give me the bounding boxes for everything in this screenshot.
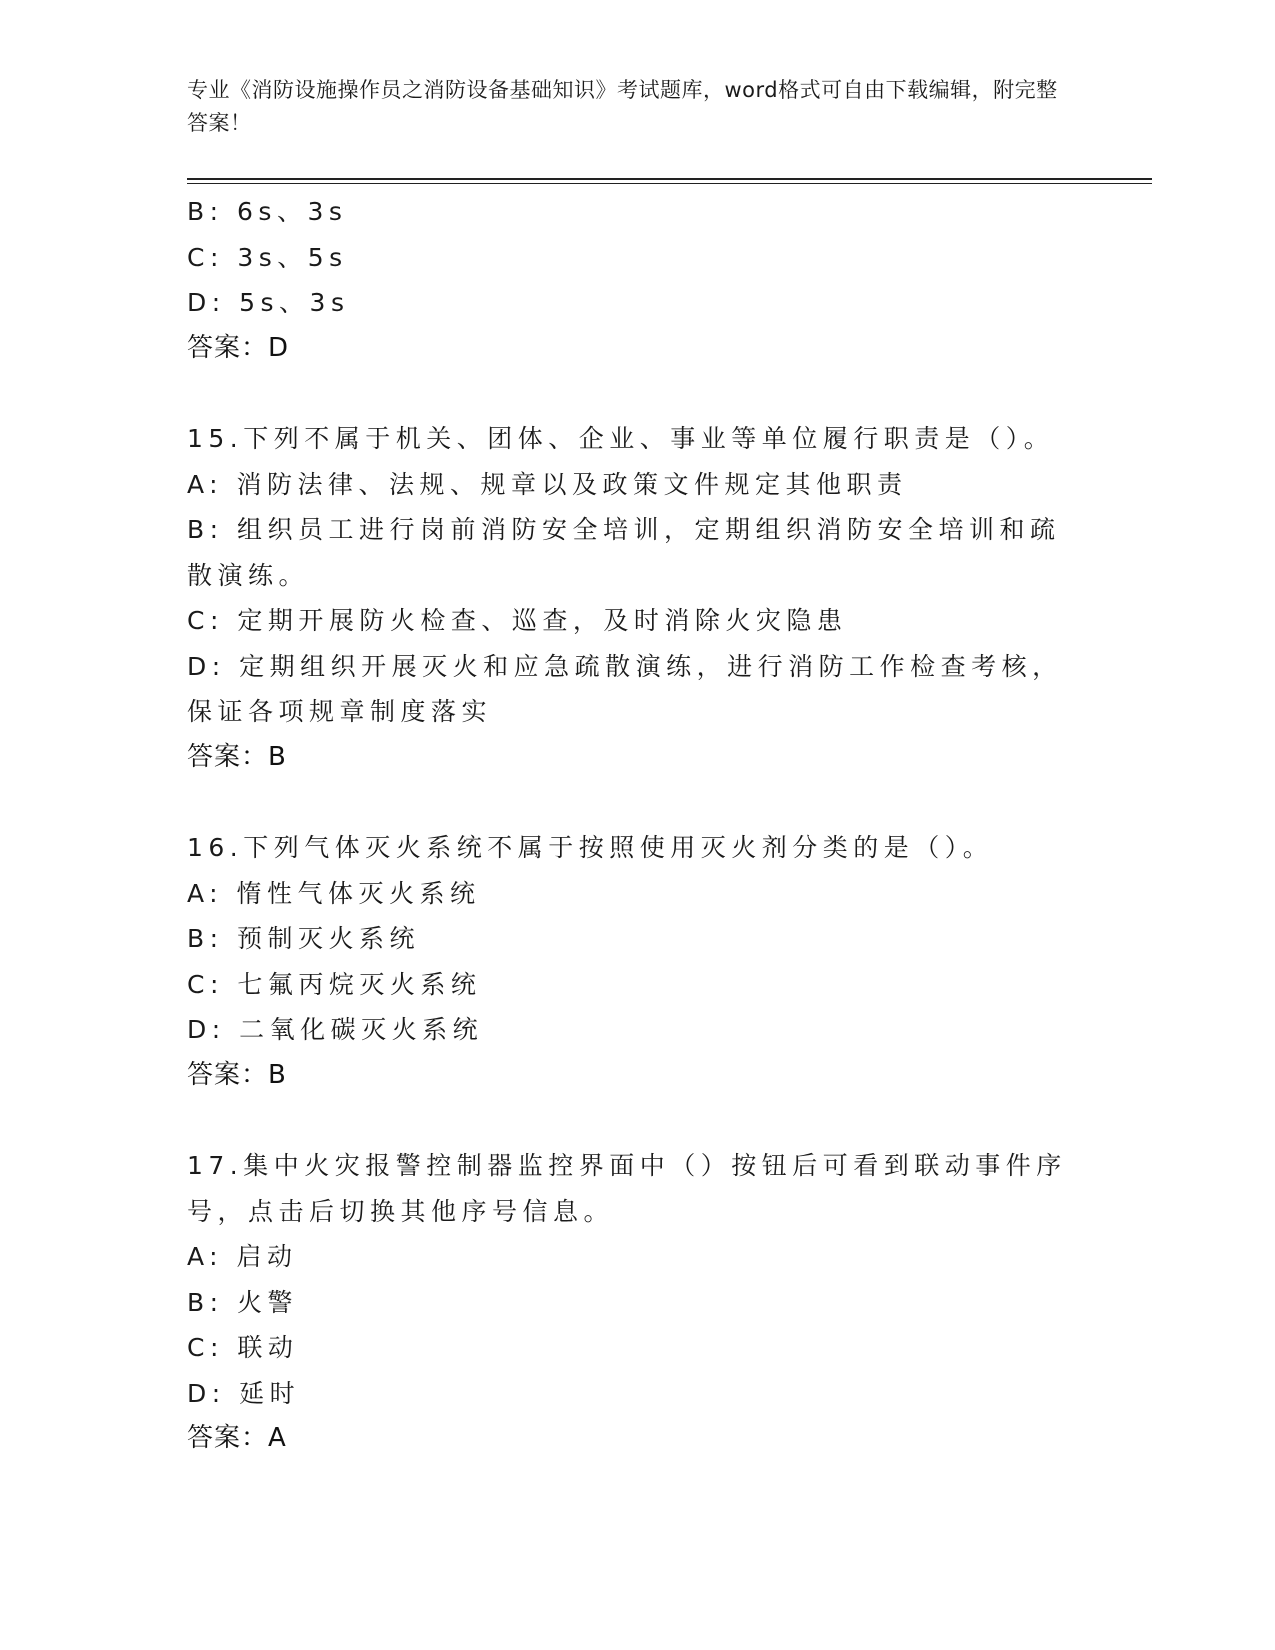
- header-rule-thin: [187, 183, 1152, 184]
- answer-line: 答案：B: [187, 741, 287, 772]
- answer-line: 答案：D: [187, 332, 290, 363]
- option-c: C: 定期开展防火检查、巡查，及时消除火灾隐患: [187, 606, 848, 635]
- option-d: D: 二氧化碳灭火系统: [187, 1015, 484, 1044]
- option-b: B: 预制灭火系统: [187, 924, 421, 953]
- option-d: D: 5s、3s: [187, 288, 350, 317]
- header-text: 专业《消防设施操作员之消防设备基础知识》考试题库，word格式可自由下载编辑，附完整答案！: [187, 78, 1058, 135]
- option-b: B: 组织员工进行岗前消防安全培训，定期组织消防安全培训和疏散演练。: [187, 515, 1061, 590]
- option-b: B: 6s、3s: [187, 197, 348, 226]
- question-16: [187, 825, 1087, 1098]
- option-c: C: 联动: [187, 1333, 299, 1362]
- option-c: C: 七氟丙烷灭火系统: [187, 969, 482, 999]
- spacer: [187, 371, 1087, 416]
- option-d: D: 延时: [187, 1378, 301, 1408]
- page-header: [187, 74, 1067, 140]
- question-15: [187, 416, 1087, 780]
- option-a: A: 惰性气体灭火系统: [187, 878, 481, 908]
- question-17: [187, 1143, 1087, 1462]
- option-a: A: 消防法律、法规、规章以及政策文件规定其他职责: [187, 469, 908, 499]
- carryover-question: [187, 189, 1087, 371]
- option-a: A: 启动: [187, 1242, 298, 1271]
- spacer: [187, 780, 1087, 825]
- header-rule-thick: [187, 178, 1152, 180]
- option-d: D: 定期组织开展灭火和应急疏散演练，进行消防工作检查考核，保证各项规章制度落实: [187, 651, 1063, 726]
- option-b: B: 火警: [187, 1287, 299, 1317]
- question-stem: 16.下列气体灭火系统不属于按照使用灭火剂分类的是（）。: [187, 833, 994, 862]
- question-stem: 15.下列不属于机关、团体、企业、事业等单位履行职责是（）。: [187, 424, 1055, 453]
- answer-line: 答案：B: [187, 1059, 287, 1090]
- option-c: C: 3s、5s: [187, 242, 348, 272]
- question-content: [187, 189, 1087, 1462]
- answer-line: 答案：A: [187, 1423, 287, 1453]
- spacer: [187, 1098, 1087, 1143]
- question-stem: 17.集中火灾报警控制器监控界面中（）按钮后可看到联动事件序号，点击后切换其他序号信息。: [187, 1151, 1067, 1226]
